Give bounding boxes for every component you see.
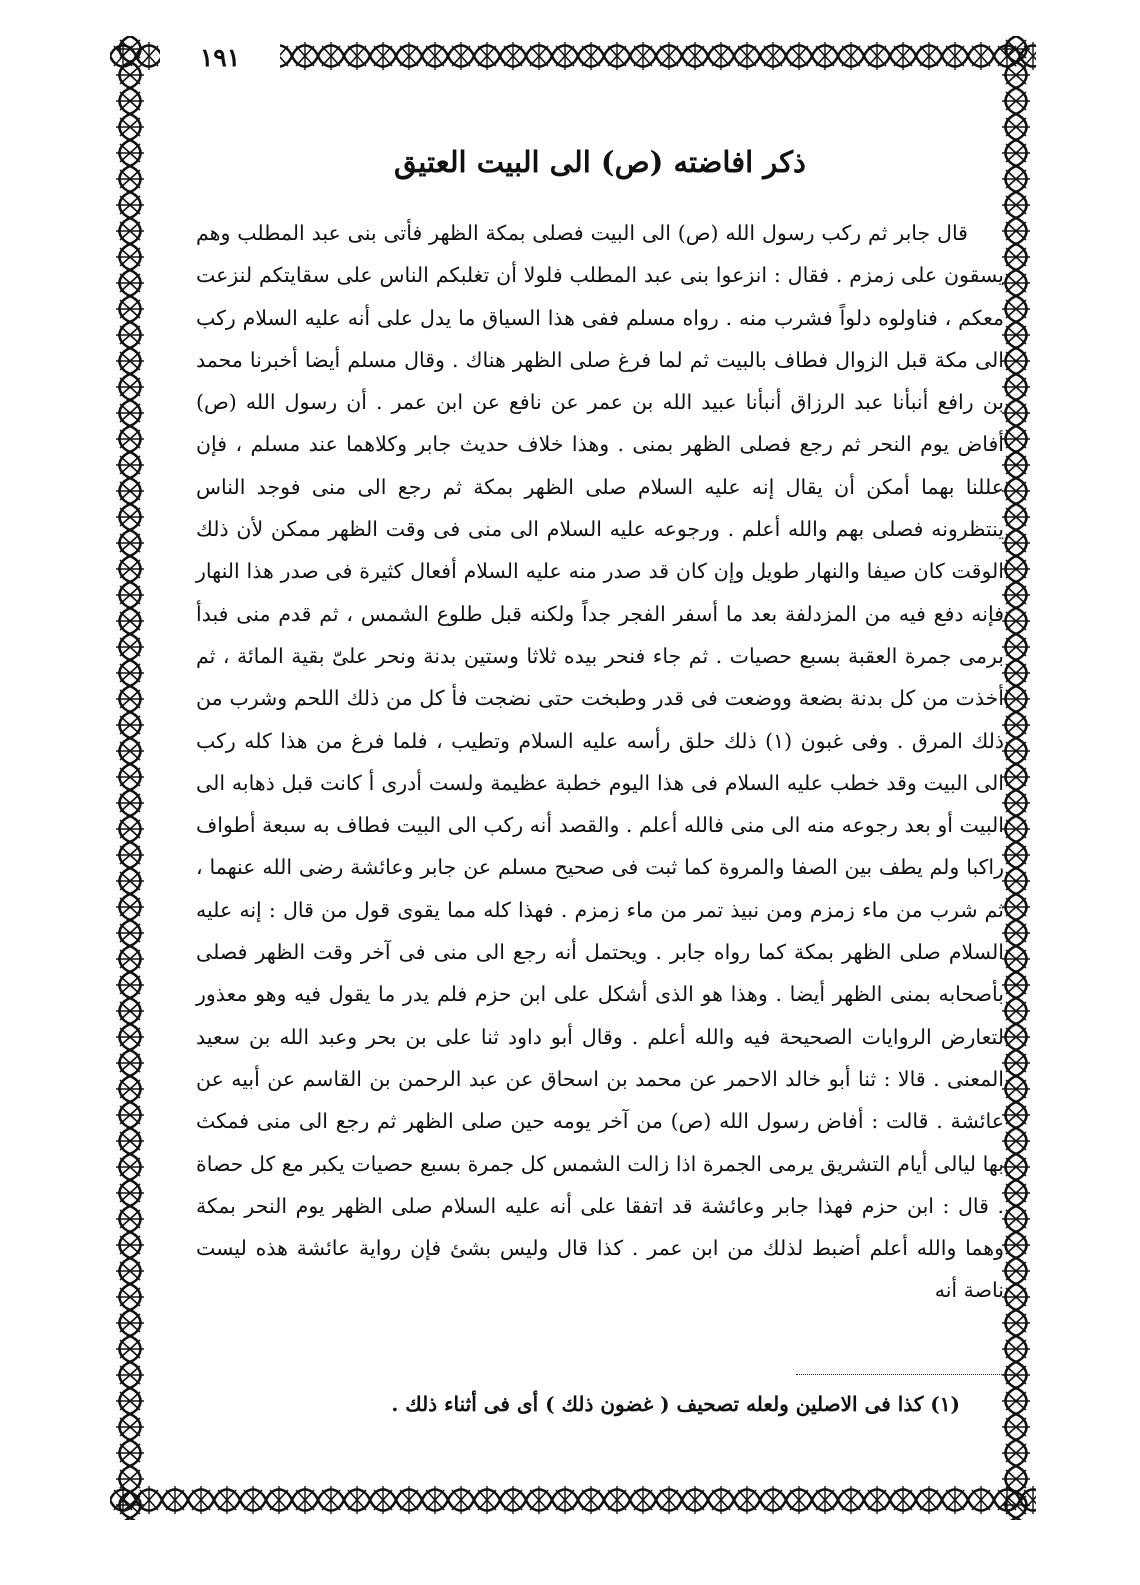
footnote-divider xyxy=(796,1374,1012,1375)
page-content xyxy=(196,140,1004,1312)
border-bottom-ornament xyxy=(110,1480,1036,1520)
footnote: (١) كذا فى الاصلين ولعله تصحيف ( غضون ذلك ) أى فى أثناء ذلك . xyxy=(391,1392,960,1416)
page-number: ١٩١ xyxy=(160,38,280,78)
body-paragraph: قال جابر ثم ركب رسول الله (ص) الى البيت فصلى بمكة الظهر فأتى بنى عبد المطلب وهم يسقون على زمزم . فقال : انزعوا بنى عبد المطلب فلولا أن تغلبكم الناس على سقايتكم لنزعت معكم ، فناولوه دلواً فشرب منه . رواه مسلم ففى هذا السياق ما يدل على أنه عليه السلام ركب الى مكة قبل الزوال فطاف بالبيت ثم لما فرغ صلى الظهر هناك . وقال مسلم أيضا أخبرنا محمد بن رافع أنبأنا عبد الرزاق أنبأنا عبيد الله بن عمر عن نافع عن ابن عمر . أن رسول الله (ص) أفاض يوم النحر ثم رجع فصلى الظهر بمنى . وهذا خلاف حديث جابر وكلاهما عند مسلم ، فإن عللنا بهما أمكن أن يقال إنه عليه السلام صلى الظهر بمكة ثم رجع الى منى فوجد الناس ينتظرونه فصلى بهم والله أعلم . ورجوعه عليه السلام الى منى فى وقت الظهر ممكن لأن ذلك الوقت كان صيفا والنهار طويل وإن كان قد صدر منه عليه السلام أفعال كثيرة فى صدر هذا النهار فإنه دفع فيه من المزدلفة بعد ما أسفر الفجر جداً ولكنه قبل طلوع الشمس ، ثم قدم منى فبدأ برمى جمرة العقبة بسبع حصيات . ثم جاء فنحر بيده ثلاثا وستين بدنة ونحر علىّ بقية المائة ، ثم أخذت من كل بدنة بضعة ووضعت فى قدر وطبخت حتى نضجت فأ كل من ذلك اللحم وشرب من ذلك المرق . وفى غبون (١) ذلك حلق رأسه عليه السلام وتطيب ، فلما فرغ من هذا كله ركب الى البيت وقد خطب عليه السلام فى هذا اليوم خطبة عظيمة ولست أدرى أ كانت قبل ذهابه الى البيت أو بعد رجوعه منه الى منى فالله أعلم . والقصد أنه ركب الى البيت فطاف به سبعة أطواف راكبا ولم يطف بين الصفا والمروة كما ثبت فى صحيح مسلم عن جابر وعائشة رضى الله عنهما ، ثم شرب من ماء زمزم ومن نبيذ تمر من ماء زمزم . فهذا كله مما يقوى قول من قال : إنه عليه السلام صلى الظهر بمكة كما رواه جابر . ويحتمل أنه رجع الى منى فى آخر وقت الظهر فصلى بأصحابه بمنى الظهر أيضا . وهذا هو الذى أشكل على ابن حزم فلم يدر ما يقول فيه وهو معذور لتعارض الروايات الصحيحة فيه والله أعلم . وقال أبو داود ثنا على بن بحر وعبد الله بن سعيد المعنى . قالا : ثنا أبو خالد الاحمر عن محمد بن اسحاق عن عبد الرحمن بن القاسم عن أبيه عن عائشة . قالت : أفاض رسول الله (ص) من آخر يومه حين صلى الظهر ثم رجع الى منى فمكث بها ليالى أيام التشريق يرمى الجمرة اذا زالت الشمس كل جمرة بسبع حصيات يكبر مع كل حصاة . قال : ابن حزم فهذا جابر وعائشة قد اتفقا على أنه عليه السلام صلى الظهر يوم النحر بمكة وهما والله أعلم أضبط لذلك من ابن عمر . كذا قال وليس بشئ فإن رواية عائشة هذه ليست ناصة أنه xyxy=(196,221,1005,1303)
chapter-title: ذكر افاضته (ص) الى البيت العتيق xyxy=(394,145,806,179)
border-left-ornament xyxy=(110,36,150,1520)
